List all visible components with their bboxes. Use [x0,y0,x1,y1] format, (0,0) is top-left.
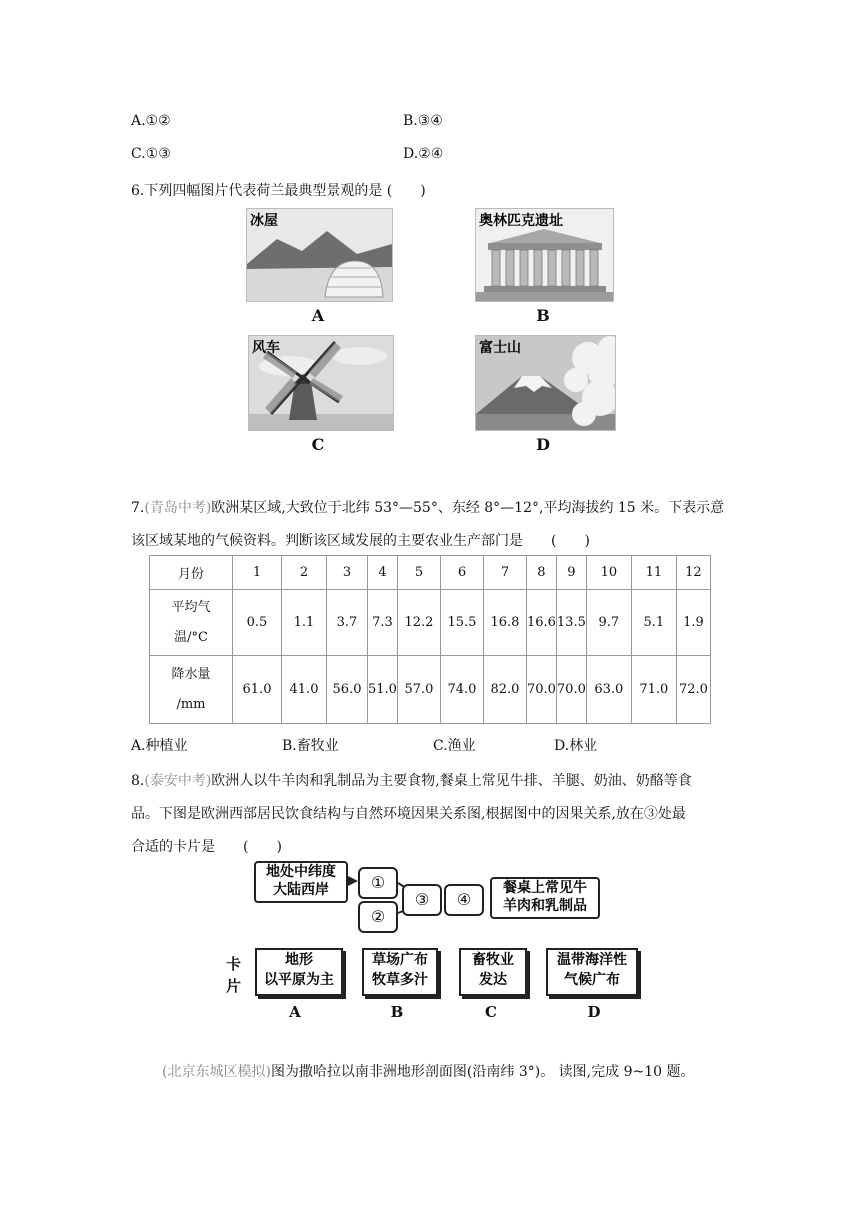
q9-text: 图为撒哈拉以南非洲地形剖面图(沿南纬 3°)。 读图,完成 9~10 题。 [270,1064,695,1080]
table-header-month: 月份 [150,556,233,590]
flow-end-line2: 羊肉和乳制品 [503,898,587,914]
table-cell: 16.6 [526,590,556,656]
table-cell: 16.8 [483,590,526,656]
card-b [362,948,438,996]
temp-label-line1: 平均气 [171,599,211,615]
table-row [150,656,711,724]
q8-stem-line1 [131,770,692,790]
windmill-label: 风车 [252,340,280,356]
parthenon-label: 奥林匹克遗址 [479,213,563,229]
table-cell: 72.0 [676,656,710,724]
table-cell: 51.0 [368,656,398,724]
table-cell: 15.5 [440,590,483,656]
card-b-line2: 牧草多汁 [372,972,428,988]
q8-text-1: 欧洲人以牛羊肉和乳制品为主要食物,餐桌上常见牛排、羊腿、奶油、奶酪等食 [211,773,692,789]
card-a-line1: 地形 [285,952,313,968]
cards-label-line2: 片 [226,977,242,995]
card-b-caption: B [390,1003,404,1021]
table-cell: 1 [233,556,282,590]
card-b-line1: 草场广布 [372,952,428,968]
q8-stem-line3: 合适的卡片是 ( ) [131,839,282,855]
q7-source: (青岛中考) [144,500,212,516]
table-cell: 3 [327,556,368,590]
flow-start-box [254,861,348,903]
q5-option-c: C.①③ [131,146,171,162]
table-cell: 82.0 [483,656,526,724]
parthenon-picture [475,208,614,302]
table-cell: 41.0 [282,656,327,724]
table-cell: 13.5 [556,590,586,656]
card-d-line2: 气候广布 [564,972,620,988]
q9-intro [162,1061,694,1081]
q7-text-1: 欧洲某区域,大致位于北纬 53°—55°、东经 8°—12°,平均海拔约 15 米。下表示意 [211,500,725,516]
q5-option-d: D.②④ [403,146,444,162]
fuji-picture [475,335,616,431]
q8-stem-line2: 品。下图是欧洲西部居民饮食结构与自然环境因果关系图,根据图中的因果关系,放在③处最 [131,806,686,822]
card-c-caption: C [485,1003,497,1021]
fuji-label: 富士山 [479,340,521,356]
table-cell: 63.0 [586,656,631,724]
cards-label [226,953,241,997]
q8-source: (泰安中考) [144,773,212,789]
igloo-label: 冰屋 [250,213,278,229]
table-cell: 1.9 [676,590,710,656]
q5-option-a: A.①② [131,113,171,129]
table-cell: 7.3 [368,590,398,656]
flow-end-box [490,877,600,919]
table-cell: 71.0 [631,656,676,724]
flow-node-3: ③ [402,884,442,916]
table-cell: 70.0 [526,656,556,724]
windmill-picture [248,335,394,431]
picture-c-caption: C [311,435,325,454]
temp-label-line2: 温/°C [174,629,208,645]
table-header-precip [150,656,233,724]
card-a [255,948,343,996]
flow-node-4: ④ [444,884,484,916]
table-cell: 4 [368,556,398,590]
table-cell: 1.1 [282,590,327,656]
table-cell: 11 [631,556,676,590]
table-cell: 57.0 [397,656,440,724]
flow-node-1: ① [358,867,398,899]
q7-option-d: D.林业 [554,738,598,754]
table-row [150,556,711,590]
table-cell: 74.0 [440,656,483,724]
q9-source: (北京东城区模拟) [162,1064,271,1080]
table-cell: 5 [397,556,440,590]
q7-option-c: C.渔业 [433,738,476,754]
table-cell: 10 [586,556,631,590]
table-cell: 61.0 [233,656,282,724]
table-cell: 7 [483,556,526,590]
table-cell: 0.5 [233,590,282,656]
q8-number: 8. [131,773,145,789]
table-header-temp [150,590,233,656]
precip-label-line2: /mm [176,696,206,712]
q6-stem: 6.下列四幅图片代表荷兰最典型景观的是 ( ) [131,183,426,199]
q7-number: 7. [131,500,145,516]
card-c-line1: 畜牧业 [472,952,514,968]
flow-start-line2: 大陆西岸 [273,882,329,898]
q5-option-b: B.③④ [403,113,443,129]
card-a-line2: 以平原为主 [264,972,334,988]
climate-table [149,555,711,724]
table-cell: 9 [556,556,586,590]
table-row [150,590,711,656]
q7-option-b: B.畜牧业 [282,738,339,754]
picture-d-caption: D [536,435,550,454]
flow-end-line1: 餐桌上常见牛 [503,880,587,896]
q7-stem-line2: 该区域某地的气候资料。判断该区域发展的主要农业生产部门是 ( ) [131,533,590,549]
table-cell: 56.0 [327,656,368,724]
flow-start-line1: 地处中纬度 [266,864,336,880]
card-c [459,948,527,996]
card-c-line2: 发达 [479,972,507,988]
cards-label-line1: 卡 [226,955,242,973]
table-cell: 8 [526,556,556,590]
q7-option-a: A.种植业 [131,738,188,754]
igloo-picture [246,208,393,302]
table-cell: 12 [676,556,710,590]
flow-node-2: ② [358,901,398,933]
card-d [546,948,638,996]
table-cell: 12.2 [397,590,440,656]
table-cell: 6 [440,556,483,590]
picture-b-caption: B [536,306,550,325]
card-d-line1: 温带海洋性 [557,952,627,968]
precip-label-line1: 降水量 [171,666,211,682]
table-cell: 9.7 [586,590,631,656]
card-a-caption: A [289,1003,301,1021]
table-cell: 2 [282,556,327,590]
q7-stem-line1 [131,497,724,517]
picture-a-caption: A [311,306,325,325]
card-d-caption: D [587,1003,601,1021]
table-cell: 3.7 [327,590,368,656]
table-cell: 70.0 [556,656,586,724]
table-cell: 5.1 [631,590,676,656]
